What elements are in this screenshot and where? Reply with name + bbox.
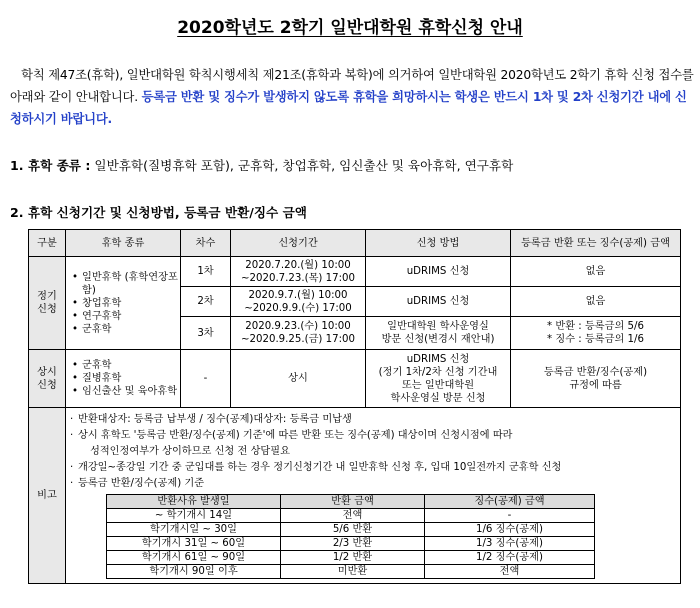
sub-cell: 학기개시 31일 ~ 60일 bbox=[107, 537, 281, 551]
refund-line: * 징수 : 등록금의 1/6 bbox=[547, 334, 644, 345]
refund-line: 등록금 반환/징수(공제) bbox=[543, 366, 648, 378]
sub-cell: 1/3 징수(공제) bbox=[425, 537, 595, 551]
sub-cell: 1/2 반환 bbox=[281, 551, 425, 565]
list-item: • 군휴학 bbox=[82, 359, 178, 372]
intro-text: 학칙 제47조(휴학), 일반대학원 학칙시행세칙 제21조(휴학과 복학)에 의거하여 일반대학원 2020학년도 2학기 휴학 신청 접수를 아래와 같이 안내합니다. bbox=[10, 68, 694, 104]
remarks-cell bbox=[66, 408, 681, 584]
period-start: 2020.9.7.(월) 10:00 bbox=[248, 289, 348, 301]
method-line: 일반대학원 학사운영실 bbox=[387, 321, 489, 332]
refund-line: * 반환 : 등록금의 5/6 bbox=[547, 321, 644, 332]
period-cell bbox=[231, 257, 366, 287]
remark-note: · 등록금 반환/징수(공제) 기준 bbox=[70, 476, 676, 492]
method-line: 학사운영실 방문 신청 bbox=[390, 392, 486, 404]
method-cell bbox=[366, 350, 511, 408]
refund-cell bbox=[511, 317, 681, 350]
method-line: 방문 신청(변경시 재안내) bbox=[381, 334, 495, 345]
remark-note: · 개강일~종강일 기간 중 군입대를 하는 경우 정기신청기간 내 일반휴학 신청 후, 입대 10일전까지 군휴학 신청 bbox=[70, 460, 676, 476]
period-end: ~2020.9.25.(금) 17:00 bbox=[240, 334, 355, 345]
category-regular: 정기 신청 bbox=[29, 257, 66, 350]
sub-cell: 1/6 징수(공제) bbox=[425, 523, 595, 537]
sub-table-row bbox=[107, 551, 595, 565]
section-2-heading: 2. 휴학 신청기간 및 신청방법, 등록금 반환/징수 금액 bbox=[10, 205, 307, 220]
list-item: • 창업휴학 bbox=[82, 297, 178, 310]
round-cell: 3차 bbox=[181, 317, 231, 350]
sub-cell: 2/3 반환 bbox=[281, 537, 425, 551]
period-end: ~2020.9.9.(수) 17:00 bbox=[244, 302, 352, 314]
period-start: 2020.9.23.(수) 10:00 bbox=[245, 321, 351, 332]
period-cell: 상시 bbox=[231, 350, 366, 408]
sub-cell: ~ 학기개시 14일 bbox=[107, 509, 281, 523]
category-remarks: 비고 bbox=[29, 408, 66, 584]
category-anytime: 상시 신청 bbox=[29, 350, 66, 408]
period-start: 2020.7.20.(월) 10:00 bbox=[245, 259, 351, 271]
header-cell: 차수 bbox=[181, 230, 231, 257]
list-item: • 연구휴학 bbox=[82, 310, 178, 323]
sub-header-cell: 징수(공제) 금액 bbox=[425, 495, 595, 509]
intro-highlight: 등록금 반환 및 징수가 발생하지 않도록 휴학을 희망하시는 학생은 반드시 1차 및 2차 신청기간 내에 신청하시기 바랍니다. bbox=[10, 90, 687, 126]
sub-table-row bbox=[107, 565, 595, 579]
leave-types-anytime bbox=[66, 350, 181, 408]
method-line: (정기 1차/2차 신청 기간내 bbox=[378, 366, 498, 378]
header-cell: 휴학 종류 bbox=[66, 230, 181, 257]
refund-cell: 없음 bbox=[511, 257, 681, 287]
header-cell: 신청기간 bbox=[231, 230, 366, 257]
list-item: • 일반휴학 (휴학연장포함) bbox=[82, 271, 178, 297]
sub-cell: 미반환 bbox=[281, 565, 425, 579]
sub-table-row bbox=[107, 509, 595, 523]
table-header-row bbox=[29, 230, 681, 257]
sub-cell: 전액 bbox=[281, 509, 425, 523]
method-line: 또는 일반대학원 bbox=[401, 379, 475, 391]
sub-header-row bbox=[107, 495, 595, 509]
list-item: • 임신출산 및 육아휴학 bbox=[82, 385, 178, 398]
refund-line: 규정에 따름 bbox=[569, 379, 622, 391]
method-cell bbox=[366, 317, 511, 350]
sub-cell: 1/2 징수(공제) bbox=[425, 551, 595, 565]
intro-paragraph bbox=[10, 64, 694, 130]
leave-types-regular bbox=[66, 257, 181, 350]
header-cell: 신청 방법 bbox=[366, 230, 511, 257]
refund-cell: 없음 bbox=[511, 287, 681, 317]
remark-note-continued: 성적인정여부가 상이하므로 신청 전 상담필요 bbox=[90, 446, 290, 457]
round-cell: - bbox=[181, 350, 231, 408]
method-line: uDRIMS 신청 bbox=[406, 353, 470, 365]
sub-table-row bbox=[107, 523, 595, 537]
refund-standard-table bbox=[106, 494, 595, 579]
round-cell: 2차 bbox=[181, 287, 231, 317]
page-title: 2020학년도 2학기 일반대학원 휴학신청 안내 bbox=[177, 18, 523, 38]
list-item: • 질병휴학 bbox=[82, 372, 178, 385]
list-item: • 군휴학 bbox=[82, 323, 178, 336]
refund-cell bbox=[511, 350, 681, 408]
method-cell: uDRIMS 신청 bbox=[366, 257, 511, 287]
section-1-label: 1. 휴학 종류 : bbox=[10, 158, 91, 173]
sub-header-cell: 반환사유 발생일 bbox=[107, 495, 281, 509]
sub-cell: 5/6 반환 bbox=[281, 523, 425, 537]
period-cell bbox=[231, 317, 366, 350]
remark-note: · 상시 휴학도 '등록금 반환/징수(공제) 기준'에 따른 반환 또는 징수(공제) 대상이며 신청시점에 따라 bbox=[70, 428, 676, 444]
section-1 bbox=[10, 155, 513, 174]
header-cell: 구분 bbox=[29, 230, 66, 257]
leave-schedule-table bbox=[28, 229, 681, 584]
sub-table-row bbox=[107, 537, 595, 551]
section-1-text: 일반휴학(질병휴학 포함), 군휴학, 창업휴학, 임신출산 및 육아휴학, 연구휴학 bbox=[94, 158, 514, 173]
sub-cell: 학기개시 61일 ~ 90일 bbox=[107, 551, 281, 565]
sub-cell: 전액 bbox=[425, 565, 595, 579]
sub-header-cell: 반환 금액 bbox=[281, 495, 425, 509]
header-cell: 등록금 반환 또는 징수(공제) 금액 bbox=[511, 230, 681, 257]
sub-cell: 학기개시일 ~ 30일 bbox=[107, 523, 281, 537]
table-row bbox=[29, 350, 681, 408]
round-cell: 1차 bbox=[181, 257, 231, 287]
sub-cell: 학기개시 90일 이후 bbox=[107, 565, 281, 579]
period-cell bbox=[231, 287, 366, 317]
remark-note: · 반환대상자: 등록금 납부생 / 징수(공제)대상자: 등록금 미납생 bbox=[70, 412, 676, 428]
period-end: ~2020.7.23.(목) 17:00 bbox=[240, 272, 355, 284]
method-cell: uDRIMS 신청 bbox=[366, 287, 511, 317]
sub-cell: - bbox=[425, 509, 595, 523]
table-row bbox=[29, 257, 681, 287]
table-row bbox=[29, 408, 681, 584]
